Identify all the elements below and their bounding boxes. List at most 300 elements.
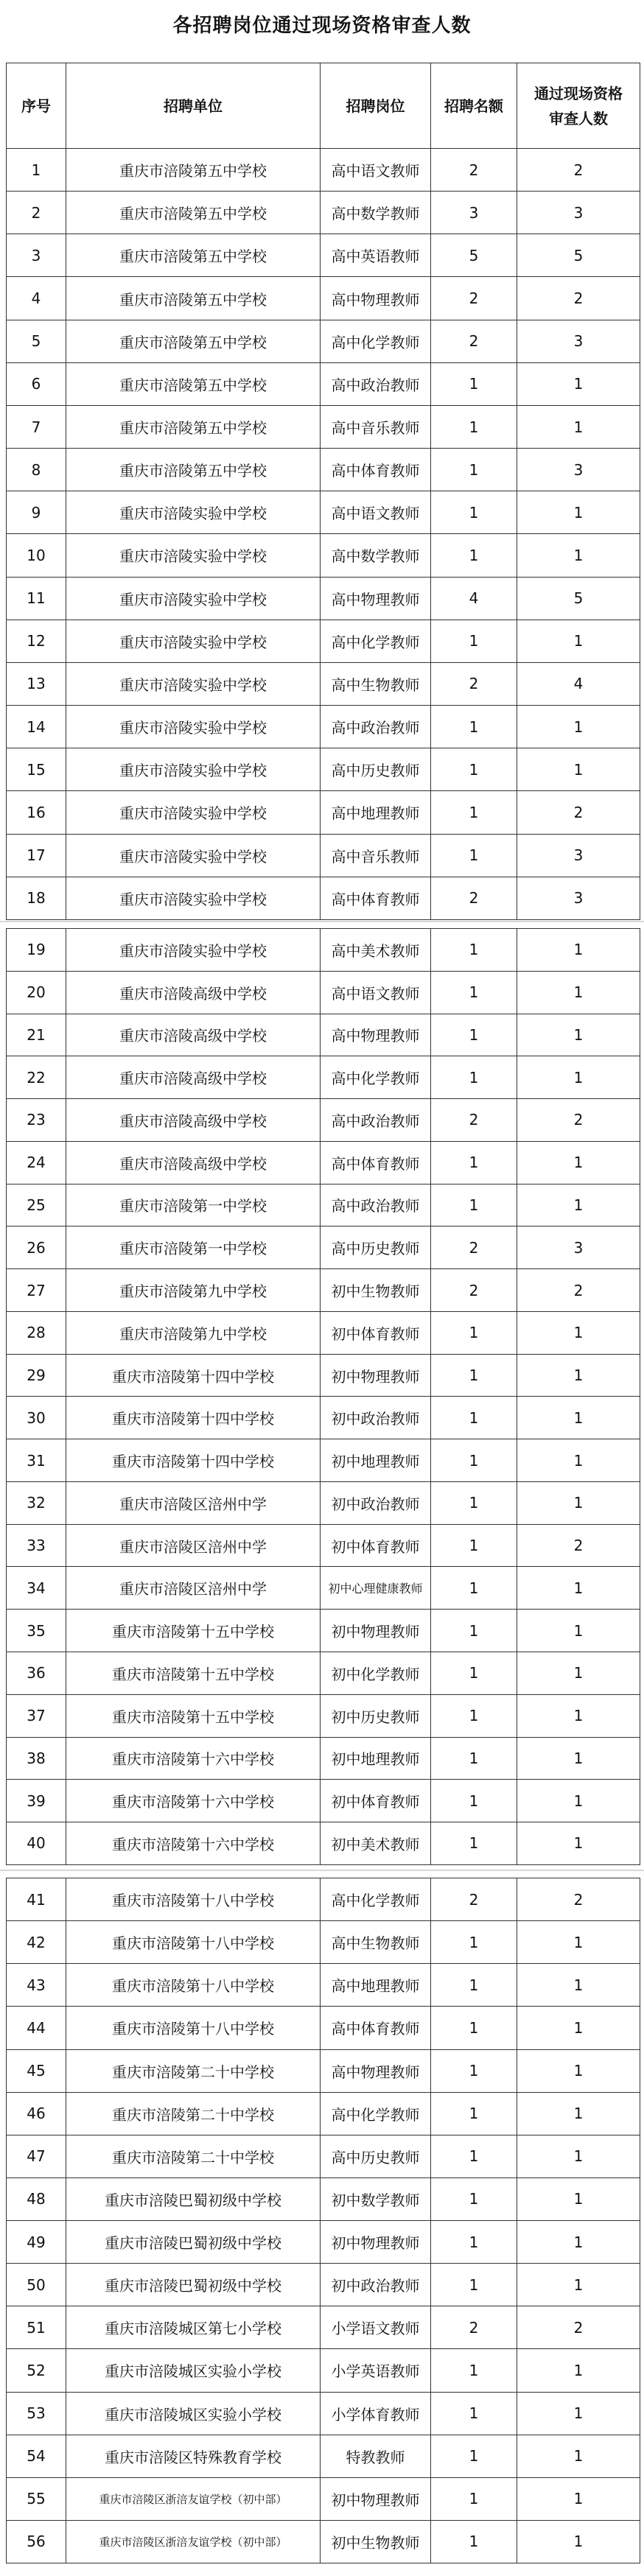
cell-index: 44	[7, 2007, 66, 2049]
cell-passed-count: 1	[517, 1056, 640, 1099]
table-row	[7, 192, 640, 234]
cell-unit: 重庆市涪陵第五中学校	[66, 234, 321, 277]
cell-unit: 重庆市涪陵第九中学校	[66, 1269, 321, 1312]
cell-passed-count: 1	[517, 1964, 640, 2007]
cell-quota: 1	[431, 2135, 517, 2177]
cell-passed-count: 1	[517, 1652, 640, 1695]
cell-passed-count: 1	[517, 1439, 640, 1482]
cell-quota: 1	[431, 2177, 517, 2220]
cell-position: 高中物理教师	[321, 577, 431, 620]
cell-passed-count: 3	[517, 320, 640, 362]
table-row	[7, 1226, 640, 1269]
cell-quota: 2	[431, 277, 517, 320]
cell-index: 2	[7, 192, 66, 234]
cell-position: 初中物理教师	[321, 1610, 431, 1652]
cell-index: 37	[7, 1694, 66, 1737]
cell-index: 27	[7, 1269, 66, 1312]
cell-passed-count: 4	[517, 662, 640, 705]
cell-position: 高中体育教师	[321, 1141, 431, 1184]
table-row	[7, 1822, 640, 1865]
cell-index: 19	[7, 929, 66, 972]
cell-position: 初中心理健康教师	[321, 1567, 431, 1610]
table-row	[7, 1524, 640, 1567]
cell-index: 24	[7, 1141, 66, 1184]
cell-passed-count: 1	[517, 2221, 640, 2264]
cell-index: 56	[7, 2520, 66, 2563]
cell-position: 高中语文教师	[321, 971, 431, 1014]
cell-unit: 重庆市涪陵第十八中学校	[66, 1921, 321, 1964]
cell-unit: 重庆市涪陵第五中学校	[66, 362, 321, 405]
cell-unit: 重庆市涪陵第五中学校	[66, 449, 321, 491]
table-row	[7, 1269, 640, 1312]
cell-unit: 重庆市涪陵第五中学校	[66, 149, 321, 192]
cell-unit: 重庆市涪陵巴蜀初级中学校	[66, 2221, 321, 2264]
cell-position: 高中物理教师	[321, 2049, 431, 2092]
cell-index: 12	[7, 620, 66, 662]
cell-position: 初中物理教师	[321, 2477, 431, 2520]
table-row	[7, 1921, 640, 1964]
cell-index: 20	[7, 971, 66, 1014]
cell-index: 55	[7, 2477, 66, 2520]
table-row	[7, 662, 640, 705]
table-row	[7, 2007, 640, 2049]
cell-passed-count: 2	[517, 1524, 640, 1567]
cell-passed-count: 1	[517, 1311, 640, 1354]
table-row	[7, 834, 640, 877]
cell-position: 高中数学教师	[321, 534, 431, 577]
table-row	[7, 577, 640, 620]
cell-quota: 1	[431, 971, 517, 1014]
cell-index: 28	[7, 1311, 66, 1354]
cell-quota: 1	[431, 706, 517, 748]
cell-position: 初中生物教师	[321, 1269, 431, 1312]
table-row	[7, 1311, 640, 1354]
cell-unit: 重庆市涪陵第二十中学校	[66, 2049, 321, 2092]
cell-index: 21	[7, 1014, 66, 1056]
cell-quota: 1	[431, 1921, 517, 1964]
cell-position: 高中音乐教师	[321, 405, 431, 448]
cell-position: 高中语文教师	[321, 491, 431, 534]
cell-index: 53	[7, 2392, 66, 2435]
cell-quota: 1	[431, 449, 517, 491]
table-row	[7, 1014, 640, 1056]
table-row	[7, 449, 640, 491]
table-row	[7, 2264, 640, 2306]
cell-quota: 1	[431, 1524, 517, 1567]
cell-position: 高中体育教师	[321, 877, 431, 919]
cell-unit: 重庆市涪陵第十四中学校	[66, 1439, 321, 1482]
cell-index: 49	[7, 2221, 66, 2264]
cell-position: 初中化学教师	[321, 1652, 431, 1695]
cell-position: 高中政治教师	[321, 706, 431, 748]
cell-position: 高中化学教师	[321, 1878, 431, 1921]
cell-unit: 重庆市涪陵实验中学校	[66, 877, 321, 919]
table-row	[7, 234, 640, 277]
cell-index: 31	[7, 1439, 66, 1482]
cell-passed-count: 1	[517, 1780, 640, 1822]
cell-quota: 5	[431, 234, 517, 277]
cell-unit: 重庆市涪陵区涪州中学	[66, 1567, 321, 1610]
table-row	[7, 791, 640, 834]
cell-quota: 2	[431, 1269, 517, 1312]
cell-quota: 1	[431, 1737, 517, 1780]
cell-quota: 1	[431, 929, 517, 972]
table-segment-3	[6, 1878, 640, 2563]
cell-passed-count: 1	[517, 534, 640, 577]
cell-unit: 重庆市涪陵城区第七小学校	[66, 2306, 321, 2349]
cell-passed-count: 1	[517, 2477, 640, 2520]
cell-index: 13	[7, 662, 66, 705]
cell-quota: 1	[431, 1184, 517, 1226]
cell-quota: 1	[431, 2221, 517, 2264]
table-row	[7, 1737, 640, 1780]
table-row	[7, 929, 640, 972]
cell-quota: 2	[431, 877, 517, 919]
cell-quota: 2	[431, 1878, 517, 1921]
table-row	[7, 1099, 640, 1142]
cell-unit: 重庆市涪陵第十五中学校	[66, 1652, 321, 1695]
cell-position: 初中地理教师	[321, 1737, 431, 1780]
cell-quota: 1	[431, 1964, 517, 2007]
cell-quota: 1	[431, 748, 517, 791]
cell-index: 41	[7, 1878, 66, 1921]
cell-passed-count: 1	[517, 2092, 640, 2135]
cell-passed-count: 2	[517, 1269, 640, 1312]
table-row	[7, 1652, 640, 1695]
cell-position: 高中化学教师	[321, 320, 431, 362]
cell-position: 初中政治教师	[321, 1397, 431, 1439]
cell-position: 高中生物教师	[321, 1921, 431, 1964]
cell-quota: 1	[431, 2349, 517, 2392]
table-row	[7, 405, 640, 448]
cell-quota: 1	[431, 2435, 517, 2477]
cell-unit: 重庆市涪陵巴蜀初级中学校	[66, 2177, 321, 2220]
header-quota: 招聘名额	[431, 63, 517, 149]
cell-index: 17	[7, 834, 66, 877]
cell-position: 初中体育教师	[321, 1524, 431, 1567]
cell-position: 初中美术教师	[321, 1822, 431, 1865]
cell-quota: 1	[431, 1397, 517, 1439]
table-row	[7, 1481, 640, 1524]
cell-position: 高中生物教师	[321, 662, 431, 705]
cell-quota: 2	[431, 662, 517, 705]
cell-unit: 重庆市涪陵实验中学校	[66, 534, 321, 577]
cell-passed-count: 3	[517, 1226, 640, 1269]
table-row	[7, 2392, 640, 2435]
cell-index: 43	[7, 1964, 66, 2007]
cell-unit: 重庆市涪陵实验中学校	[66, 748, 321, 791]
cell-position: 高中地理教师	[321, 1964, 431, 2007]
cell-index: 5	[7, 320, 66, 362]
cell-position: 初中数学教师	[321, 2177, 431, 2220]
cell-index: 22	[7, 1056, 66, 1099]
cell-index: 30	[7, 1397, 66, 1439]
cell-index: 34	[7, 1567, 66, 1610]
cell-unit: 重庆市涪陵区特殊教育学校	[66, 2435, 321, 2477]
cell-index: 14	[7, 706, 66, 748]
cell-unit: 重庆市涪陵第九中学校	[66, 1311, 321, 1354]
cell-position: 初中生物教师	[321, 2520, 431, 2563]
cell-unit: 重庆市涪陵区涪州中学	[66, 1524, 321, 1567]
page-break-line	[0, 921, 644, 922]
cell-passed-count: 3	[517, 877, 640, 919]
cell-position: 初中物理教师	[321, 1354, 431, 1397]
cell-passed-count: 1	[517, 362, 640, 405]
cell-index: 40	[7, 1822, 66, 1865]
cell-unit: 重庆市涪陵第十六中学校	[66, 1780, 321, 1822]
cell-unit: 重庆市涪陵实验中学校	[66, 929, 321, 972]
cell-passed-count: 1	[517, 971, 640, 1014]
cell-passed-count: 1	[517, 2392, 640, 2435]
cell-passed-count: 1	[517, 2007, 640, 2049]
table-row	[7, 1694, 640, 1737]
table-row	[7, 277, 640, 320]
table-row	[7, 2135, 640, 2177]
cell-unit: 重庆市涪陵实验中学校	[66, 834, 321, 877]
cell-quota: 2	[431, 2306, 517, 2349]
cell-index: 16	[7, 791, 66, 834]
cell-position: 高中化学教师	[321, 620, 431, 662]
cell-unit: 重庆市涪陵实验中学校	[66, 620, 321, 662]
cell-index: 15	[7, 748, 66, 791]
cell-quota: 2	[431, 1099, 517, 1142]
cell-quota: 1	[431, 1694, 517, 1737]
cell-passed-count: 1	[517, 1141, 640, 1184]
cell-position: 高中体育教师	[321, 2007, 431, 2049]
cell-position: 高中政治教师	[321, 1099, 431, 1142]
cell-passed-count: 1	[517, 620, 640, 662]
cell-quota: 1	[431, 2264, 517, 2306]
cell-unit: 重庆市涪陵实验中学校	[66, 791, 321, 834]
table-row	[7, 1056, 640, 1099]
cell-position: 小学英语教师	[321, 2349, 431, 2392]
table-row	[7, 1354, 640, 1397]
cell-quota: 1	[431, 620, 517, 662]
cell-index: 23	[7, 1099, 66, 1142]
cell-quota: 1	[431, 1822, 517, 1865]
cell-index: 8	[7, 449, 66, 491]
cell-quota: 1	[431, 1056, 517, 1099]
header-passed-count: 通过现场资格审查人数	[517, 63, 640, 149]
cell-passed-count: 1	[517, 748, 640, 791]
table-row	[7, 2435, 640, 2477]
table-row	[7, 620, 640, 662]
table-row	[7, 491, 640, 534]
table-row	[7, 877, 640, 919]
cell-quota: 1	[431, 491, 517, 534]
cell-passed-count: 2	[517, 1099, 640, 1142]
cell-quota: 1	[431, 1652, 517, 1695]
cell-unit: 重庆市涪陵第五中学校	[66, 320, 321, 362]
cell-index: 3	[7, 234, 66, 277]
cell-index: 46	[7, 2092, 66, 2135]
cell-quota: 1	[431, 2477, 517, 2520]
cell-passed-count: 1	[517, 2435, 640, 2477]
cell-index: 18	[7, 877, 66, 919]
cell-position: 高中政治教师	[321, 362, 431, 405]
table-row	[7, 362, 640, 405]
cell-quota: 1	[431, 1610, 517, 1652]
cell-quota: 1	[431, 1141, 517, 1184]
cell-position: 高中体育教师	[321, 449, 431, 491]
cell-index: 9	[7, 491, 66, 534]
cell-index: 35	[7, 1610, 66, 1652]
cell-index: 4	[7, 277, 66, 320]
header-index: 序号	[7, 63, 66, 149]
cell-position: 高中化学教师	[321, 1056, 431, 1099]
cell-position: 高中历史教师	[321, 748, 431, 791]
cell-passed-count: 1	[517, 1921, 640, 1964]
cell-unit: 重庆市涪陵实验中学校	[66, 706, 321, 748]
cell-passed-count: 1	[517, 1610, 640, 1652]
table-row	[7, 1567, 640, 1610]
cell-index: 48	[7, 2177, 66, 2220]
table-row	[7, 971, 640, 1014]
page-title: 各招聘岗位通过现场资格审查人数	[172, 15, 472, 37]
cell-index: 38	[7, 1737, 66, 1780]
cell-unit: 重庆市涪陵城区实验小学校	[66, 2349, 321, 2392]
cell-quota: 1	[431, 1567, 517, 1610]
cell-unit: 重庆市涪陵第十八中学校	[66, 2007, 321, 2049]
cell-unit: 重庆市涪陵第二十中学校	[66, 2135, 321, 2177]
cell-position: 特教教师	[321, 2435, 431, 2477]
cell-passed-count: 1	[517, 2135, 640, 2177]
table-row	[7, 1141, 640, 1184]
cell-quota: 1	[431, 2007, 517, 2049]
cell-quota: 2	[431, 320, 517, 362]
cell-quota: 2	[431, 149, 517, 192]
cell-quota: 1	[431, 791, 517, 834]
cell-passed-count: 3	[517, 192, 640, 234]
table-row	[7, 706, 640, 748]
cell-position: 高中英语教师	[321, 234, 431, 277]
cell-quota: 1	[431, 405, 517, 448]
cell-passed-count: 2	[517, 149, 640, 192]
cell-passed-count: 2	[517, 277, 640, 320]
cell-passed-count: 1	[517, 2264, 640, 2306]
table-row	[7, 2049, 640, 2092]
cell-position: 小学语文教师	[321, 2306, 431, 2349]
cell-passed-count: 1	[517, 1354, 640, 1397]
cell-position: 高中化学教师	[321, 2092, 431, 2135]
cell-unit: 重庆市涪陵第五中学校	[66, 405, 321, 448]
cell-passed-count: 3	[517, 834, 640, 877]
cell-unit: 重庆市涪陵第十六中学校	[66, 1822, 321, 1865]
table-segment-1	[6, 63, 640, 920]
cell-unit: 重庆市涪陵高级中学校	[66, 971, 321, 1014]
cell-quota: 1	[431, 362, 517, 405]
cell-unit: 重庆市涪陵第十四中学校	[66, 1397, 321, 1439]
cell-quota: 3	[431, 192, 517, 234]
table-row	[7, 1439, 640, 1482]
cell-unit: 重庆市涪陵高级中学校	[66, 1014, 321, 1056]
cell-unit: 重庆市涪陵第十四中学校	[66, 1354, 321, 1397]
cell-passed-count: 1	[517, 1397, 640, 1439]
cell-unit: 重庆市涪陵区浙涪友谊学校（初中部）	[66, 2520, 321, 2563]
cell-passed-count: 1	[517, 405, 640, 448]
cell-unit: 重庆市涪陵第十六中学校	[66, 1737, 321, 1780]
table-row	[7, 2520, 640, 2563]
table-row	[7, 748, 640, 791]
cell-unit: 重庆市涪陵第五中学校	[66, 192, 321, 234]
header-unit: 招聘单位	[66, 63, 321, 149]
table-row	[7, 2092, 640, 2135]
cell-unit: 重庆市涪陵城区实验小学校	[66, 2392, 321, 2435]
cell-passed-count: 1	[517, 1737, 640, 1780]
cell-position: 高中美术教师	[321, 929, 431, 972]
cell-passed-count: 1	[517, 491, 640, 534]
cell-unit: 重庆市涪陵第一中学校	[66, 1226, 321, 1269]
cell-passed-count: 1	[517, 706, 640, 748]
table-row	[7, 1964, 640, 2007]
table-row	[7, 1780, 640, 1822]
table-header-row	[7, 63, 640, 149]
cell-passed-count: 5	[517, 577, 640, 620]
cell-unit: 重庆市涪陵高级中学校	[66, 1056, 321, 1099]
cell-position: 初中体育教师	[321, 1311, 431, 1354]
cell-passed-count: 1	[517, 1184, 640, 1226]
cell-passed-count: 1	[517, 1014, 640, 1056]
cell-index: 47	[7, 2135, 66, 2177]
cell-quota: 1	[431, 834, 517, 877]
cell-passed-count: 1	[517, 2349, 640, 2392]
cell-passed-count: 5	[517, 234, 640, 277]
table-row	[7, 2177, 640, 2220]
cell-quota: 1	[431, 1439, 517, 1482]
cell-passed-count: 2	[517, 791, 640, 834]
cell-passed-count: 1	[517, 2520, 640, 2563]
cell-unit: 重庆市涪陵第一中学校	[66, 1184, 321, 1226]
cell-index: 32	[7, 1481, 66, 1524]
cell-passed-count: 3	[517, 449, 640, 491]
cell-quota: 2	[431, 1226, 517, 1269]
table-row	[7, 1610, 640, 1652]
table-row	[7, 1184, 640, 1226]
cell-index: 36	[7, 1652, 66, 1695]
cell-unit: 重庆市涪陵高级中学校	[66, 1099, 321, 1142]
cell-position: 初中物理教师	[321, 2221, 431, 2264]
cell-unit: 重庆市涪陵实验中学校	[66, 491, 321, 534]
cell-position: 初中地理教师	[321, 1439, 431, 1482]
cell-passed-count: 1	[517, 1822, 640, 1865]
table-segment-2	[6, 928, 640, 1865]
cell-quota: 1	[431, 2520, 517, 2563]
cell-position: 小学体育教师	[321, 2392, 431, 2435]
table-row	[7, 2221, 640, 2264]
cell-quota: 1	[431, 1014, 517, 1056]
cell-unit: 重庆市涪陵第十八中学校	[66, 1878, 321, 1921]
cell-passed-count: 1	[517, 929, 640, 972]
cell-quota: 1	[431, 534, 517, 577]
cell-index: 39	[7, 1780, 66, 1822]
cell-unit: 重庆市涪陵实验中学校	[66, 577, 321, 620]
cell-unit: 重庆市涪陵第二十中学校	[66, 2092, 321, 2135]
cell-quota: 1	[431, 2092, 517, 2135]
cell-unit: 重庆市涪陵第十五中学校	[66, 1610, 321, 1652]
cell-quota: 1	[431, 1481, 517, 1524]
cell-unit: 重庆市涪陵高级中学校	[66, 1141, 321, 1184]
cell-unit: 重庆市涪陵区浙涪友谊学校（初中部）	[66, 2477, 321, 2520]
cell-position: 高中历史教师	[321, 1226, 431, 1269]
table-row	[7, 1397, 640, 1439]
table-row	[7, 1878, 640, 1921]
cell-passed-count: 1	[517, 2177, 640, 2220]
cell-index: 26	[7, 1226, 66, 1269]
cell-passed-count: 2	[517, 2306, 640, 2349]
cell-position: 高中语文教师	[321, 149, 431, 192]
cell-index: 54	[7, 2435, 66, 2477]
cell-index: 6	[7, 362, 66, 405]
